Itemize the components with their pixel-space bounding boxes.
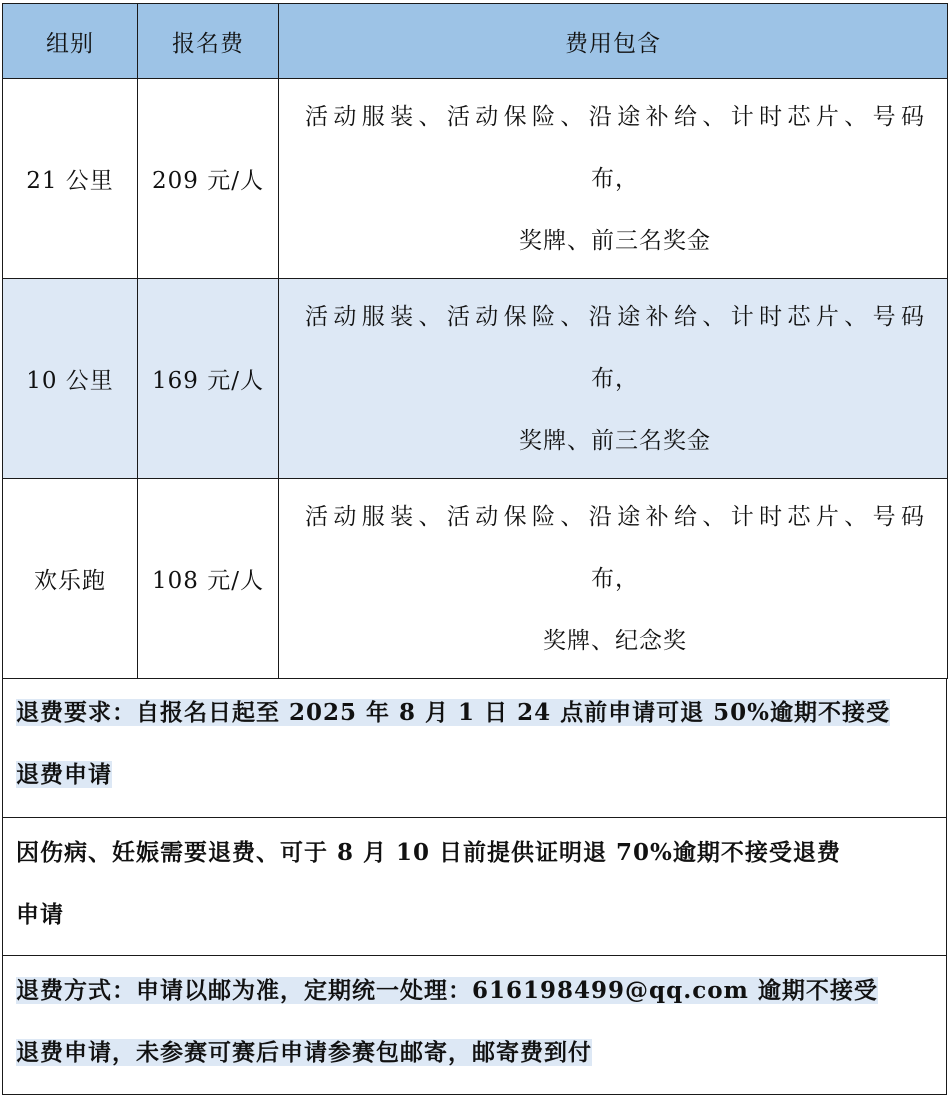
fee-cell: 108 元/人 <box>138 479 279 679</box>
group-cell: 欢乐跑 <box>3 479 138 679</box>
includes-cell <box>279 79 948 279</box>
includes-line: 活动服装、活动保险、沿途补给、计时芯片、号码 <box>305 503 925 530</box>
refund-method-note <box>2 956 947 1095</box>
includes-line: 奖牌、前三名奖金 <box>519 227 711 254</box>
table-row <box>3 479 948 679</box>
medical-refund-line: 因伤病、妊娠需要退费、可于 8 月 10 日前提供证明退 70%逾期不接受退费 <box>16 839 841 866</box>
table-row <box>3 79 948 279</box>
fee-cell: 209 元/人 <box>138 79 279 279</box>
includes-line: 布， <box>591 365 639 392</box>
medical-refund-line: 申请 <box>16 901 64 928</box>
refund-method-line: 退费方式：申请以邮为准，定期统一处理：616198499@qq.com 逾期不接受 <box>16 977 878 1004</box>
includes-cell <box>279 479 948 679</box>
group-cell: 10 公里 <box>3 279 138 479</box>
header-includes: 费用包含 <box>279 4 948 79</box>
includes-line: 活动服装、活动保险、沿途补给、计时芯片、号码 <box>305 303 925 330</box>
fee-table <box>2 3 948 679</box>
includes-line: 奖牌、纪念奖 <box>543 627 687 654</box>
fee-cell: 169 元/人 <box>138 279 279 479</box>
medical-refund-note <box>2 818 947 956</box>
includes-line: 布， <box>591 565 639 592</box>
table-row <box>3 279 948 479</box>
header-group: 组别 <box>3 4 138 79</box>
table-header-row <box>3 4 948 79</box>
includes-line: 奖牌、前三名奖金 <box>519 427 711 454</box>
refund-method-line: 退费申请，未参赛可赛后申请参赛包邮寄，邮寄费到付 <box>16 1039 592 1066</box>
includes-cell <box>279 279 948 479</box>
fee-document <box>2 0 947 1095</box>
includes-line: 活动服装、活动保险、沿途补给、计时芯片、号码 <box>305 103 925 130</box>
includes-line: 布， <box>591 165 639 192</box>
refund-requirement-line: 退费申请 <box>16 761 112 788</box>
refund-requirement-note <box>2 679 947 818</box>
refund-requirement-line: 退费要求：自报名日起至 2025 年 8 月 1 日 24 点前申请可退 50%逾期不接受 <box>16 699 890 726</box>
group-cell: 21 公里 <box>3 79 138 279</box>
header-fee: 报名费 <box>138 4 279 79</box>
